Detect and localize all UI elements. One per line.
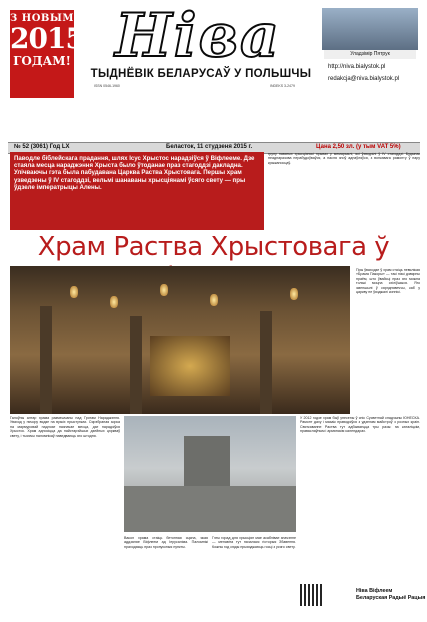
lamp-shape <box>210 294 218 306</box>
column-shape <box>260 311 272 414</box>
column-3-text: Гэты горад для хрысціян мае асаблівае значэнне — менавіта тут пачалася гісторыя Збавення. Кожны год сюды прыязджаюць госці з усяго свету. <box>212 536 296 549</box>
intro-side-text: групу наватых хрысціянскі прывах у мемарыялі, які ўзводзілі ў IV стагоддзі. Будынак неаднаразова перабудоўваўся, а пасля зноў аднаўляўся, з вонкавага рамонту ў пару крыжаносцаў. <box>268 152 420 165</box>
qr-code <box>300 584 322 606</box>
column-shape <box>130 316 142 414</box>
issue-number: № 52 (3061) Год LX <box>14 144 70 150</box>
right-column-text: Пры ўваходзе ў храм стаіць невялікая «Брама Пакоры» — такі нізкі дзвярны праём, што ўвайсці праз яго можна толькі моцна схіліўшыся. Яго зменшылі ў сярэднявеччы, каб у царкву не ўязджалі коннікі. <box>356 268 420 295</box>
column-2-text: Вакол храма стаіць бетонная сцяна, якая аддзяляе Віфлеем ад Іерусаліма. Паломнікі праходзяць праз пропускныя пункты. <box>124 536 208 549</box>
newspaper-logo: Ніва <box>115 1 281 71</box>
issue-date: Беласток, 11 студзеня 2015 г. <box>166 144 253 150</box>
lamp-shape <box>290 288 298 300</box>
promo-year: 2015 <box>10 22 84 55</box>
main-headline: Храм Раства Хрыстовага ў <box>37 232 390 262</box>
lead-text: Паводле біблейскага прадання, шлях Ісус Хрыстос нарадзіўся ў Віфлееме. Дзе стаяла месца нараджэння Хрыста было ўтоданае праз стагоддзі дакладна. Улічваючы гэта была пабудавана Царква Раства Хрыстовага. Першы храм узведзены ў IV стагоддзі, вельмі шанаваны хрысціянамі ўсяго свету — пры ўдзеле імператрыцы Алены. <box>14 155 255 191</box>
issn-number: ISSN 0546-1960 <box>94 84 120 88</box>
source-signature: Беларуская Радыё Рацыя <box>356 595 426 601</box>
author-signature: Ніва Віфлеем <box>356 588 393 594</box>
wall-street-photo <box>124 416 296 532</box>
newspaper-tagline: ТЫДНЁВІК БЕЛАРУСАЎ У ПОЛЬШЧЫ <box>90 68 312 80</box>
lamp-shape <box>110 296 118 308</box>
column-1-text: Галоўны алтар храма размешчаны над Гротам Нараджэння. Уваход у пячору вядзе па вузкіх прыступках. Сярэбраная зорка на мармуровай падлозе пазначае месца, дзе нарадзіўся Хрыстос. Храм адносіцца да найстарэйшых дзейных цэркваў свету, і тысячы паломнікаў наведваюць яго штодня. <box>10 416 120 438</box>
column-shape <box>40 306 52 414</box>
promo-line-3: ГОДАМ! <box>13 54 71 68</box>
wall-shape <box>124 486 296 532</box>
promo-line-1: З НОВЫМ <box>10 13 74 24</box>
church-interior-photo <box>10 266 350 414</box>
registration-number: INDEKS 3-2479 <box>270 84 295 88</box>
editor-badge: Уладзімір Пятрук <box>324 50 416 59</box>
iconostasis-shape <box>150 336 230 396</box>
new-year-promo <box>10 10 84 98</box>
lamp-shape <box>70 286 78 298</box>
column-4-text: У 2012 годзе храм быў унесены ў спіс Сусветнай спадчыны ЮНЕСКА. Рамонт даху і мазаік праводзіўся з удзелам майстроў з розных краін. Святкаванне Раства тут адбываецца тры разы: па каталіцкім, праваслаўным і армянскім календарах. <box>300 416 420 434</box>
editor-photo <box>322 8 418 50</box>
issue-price: Цана 2,50 зл. (у тым VAT 5%) <box>316 144 401 150</box>
website-link[interactable]: http://niva.bialystok.pl <box>328 64 386 70</box>
lamp-shape <box>160 284 168 296</box>
email-link[interactable]: redakcja@niva.bialystok.pl <box>328 76 400 82</box>
